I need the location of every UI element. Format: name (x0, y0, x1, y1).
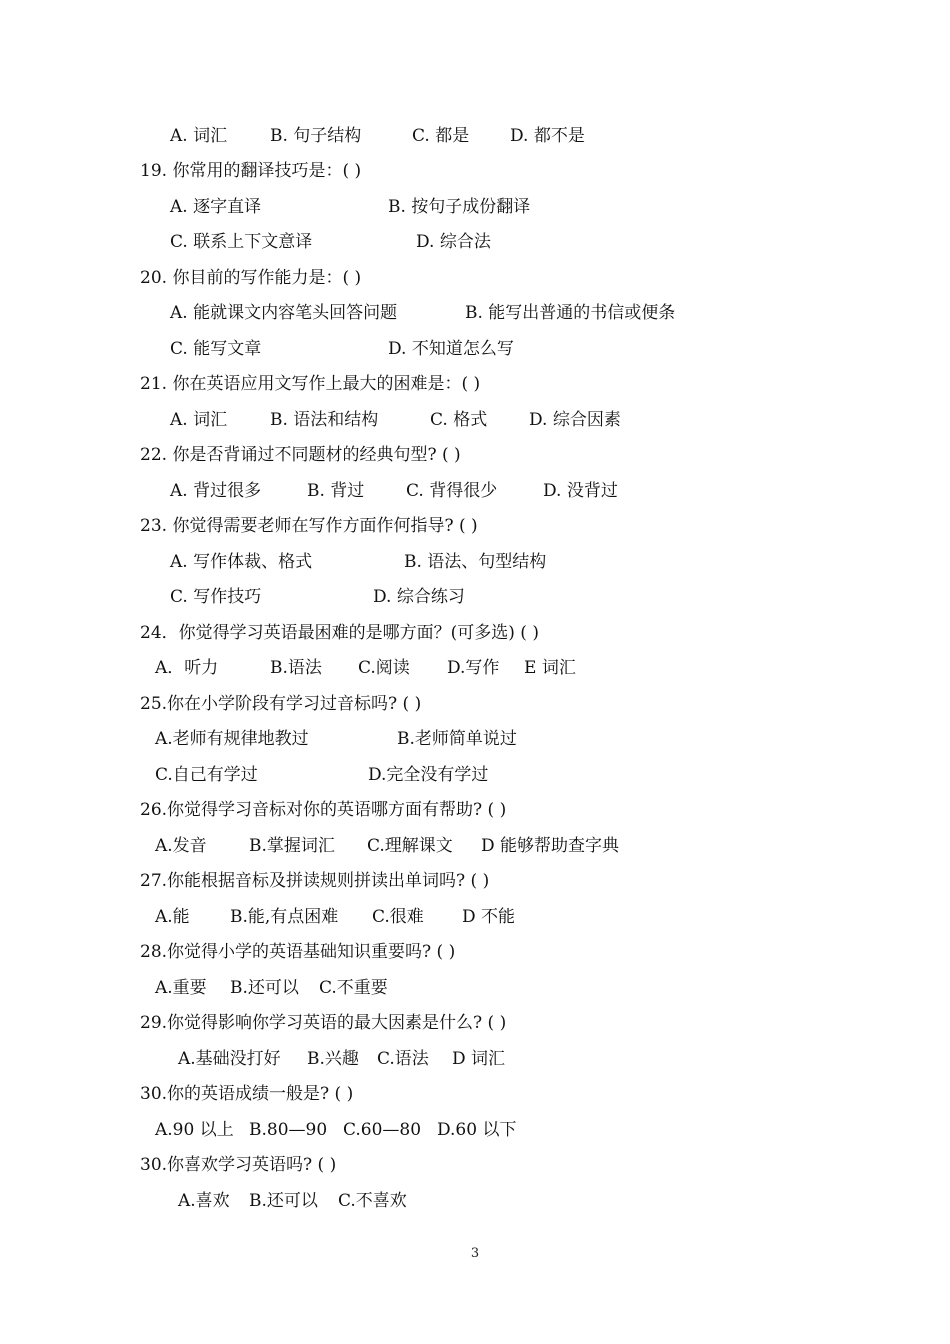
option: A. 词汇 (170, 410, 228, 430)
page-number: 3 (470, 1246, 480, 1261)
option: A. 逐字直译 (170, 197, 262, 217)
option: C. 格式 (430, 410, 488, 430)
question-21: 21. 你在英语应用文写作上最大的困难是：( ) (140, 374, 481, 394)
option: C. 写作技巧 (170, 587, 262, 607)
option: A.能 (155, 907, 190, 927)
option: C. 能写文章 (170, 339, 262, 359)
option: D. 综合因素 (529, 410, 621, 430)
option: A.发音 (155, 836, 207, 856)
option: A.老师有规律地教过 (155, 729, 309, 749)
question-30-like: 30.你喜欢学习英语吗? ( ) (140, 1155, 337, 1175)
option: D. 综合法 (416, 232, 491, 252)
option: B.兴趣 (307, 1049, 359, 1069)
option: C.阅读 (358, 658, 410, 678)
option: D. 不知道怎么写 (388, 339, 514, 359)
question-22: 22. 你是否背诵过不同题材的经典句型? ( ) (140, 445, 461, 465)
question-26: 26.你觉得学习音标对你的英语哪方面有帮助? ( ) (140, 800, 507, 820)
option: D 不能 (462, 907, 516, 927)
option: B. 能写出普通的书信或便条 (465, 303, 676, 323)
option: D. 都不是 (510, 126, 585, 146)
option: D. 综合练习 (373, 587, 465, 607)
option: A. 词汇 (170, 126, 228, 146)
option: C.语法 (377, 1049, 429, 1069)
option: B.还可以 (249, 1191, 318, 1211)
option: B. 语法和结构 (270, 410, 379, 430)
option: A. 写作体裁、格式 (170, 552, 313, 572)
option: B. 句子结构 (270, 126, 362, 146)
option: C.不喜欢 (338, 1191, 407, 1211)
option: B.掌握词汇 (249, 836, 335, 856)
option: D 能够帮助查字典 (481, 836, 620, 856)
option: D 词汇 (452, 1049, 506, 1069)
option: B.老师简单说过 (397, 729, 517, 749)
option: C.不重要 (319, 978, 388, 998)
option: C.60—80 (343, 1120, 422, 1140)
option: B.语法 (270, 658, 322, 678)
option: E 词汇 (524, 658, 576, 678)
option: A.重要 (155, 978, 207, 998)
option: A. 背过很多 (170, 481, 262, 501)
question-27: 27.你能根据音标及拼读规则拼读出单词吗? ( ) (140, 871, 490, 891)
option: D.完全没有学过 (368, 765, 489, 785)
option: A.喜欢 (178, 1191, 230, 1211)
option: C. 背得很少 (406, 481, 498, 501)
option: C.理解课文 (367, 836, 453, 856)
option: C. 都是 (412, 126, 470, 146)
option: A.90 以上 (155, 1120, 234, 1140)
question-19: 19. 你常用的翻译技巧是：( ) (140, 161, 362, 181)
option: B. 语法、句型结构 (404, 552, 547, 572)
option: A.基础没打好 (178, 1049, 281, 1069)
question-24: 24．你觉得学习英语最困难的是哪方面？(可多选) ( ) (140, 623, 539, 643)
option: B.还可以 (230, 978, 299, 998)
option: B. 按句子成份翻译 (388, 197, 531, 217)
option: C. 联系上下文意译 (170, 232, 313, 252)
option: A. 能就课文内容笔头回答问题 (170, 303, 398, 323)
question-28: 28.你觉得小学的英语基础知识重要吗? ( ) (140, 942, 456, 962)
option: B. 背过 (307, 481, 365, 501)
question-29: 29.你觉得影响你学习英语的最大因素是什么? ( ) (140, 1013, 507, 1033)
option: B.能,有点困难 (230, 907, 339, 927)
option: B.80—90 (249, 1120, 328, 1140)
option: C.很难 (372, 907, 424, 927)
option: D.60 以下 (437, 1120, 517, 1140)
option: C.自己有学过 (155, 765, 258, 785)
option: D. 没背过 (543, 481, 618, 501)
option: D.写作 (447, 658, 500, 678)
question-20: 20. 你目前的写作能力是：( ) (140, 268, 362, 288)
question-30: 30.你的英语成绩一般是? ( ) (140, 1084, 354, 1104)
question-25: 25.你在小学阶段有学习过音标吗? ( ) (140, 694, 422, 714)
option: A．听力 (155, 658, 219, 678)
question-23: 23. 你觉得需要老师在写作方面作何指导? ( ) (140, 516, 478, 536)
